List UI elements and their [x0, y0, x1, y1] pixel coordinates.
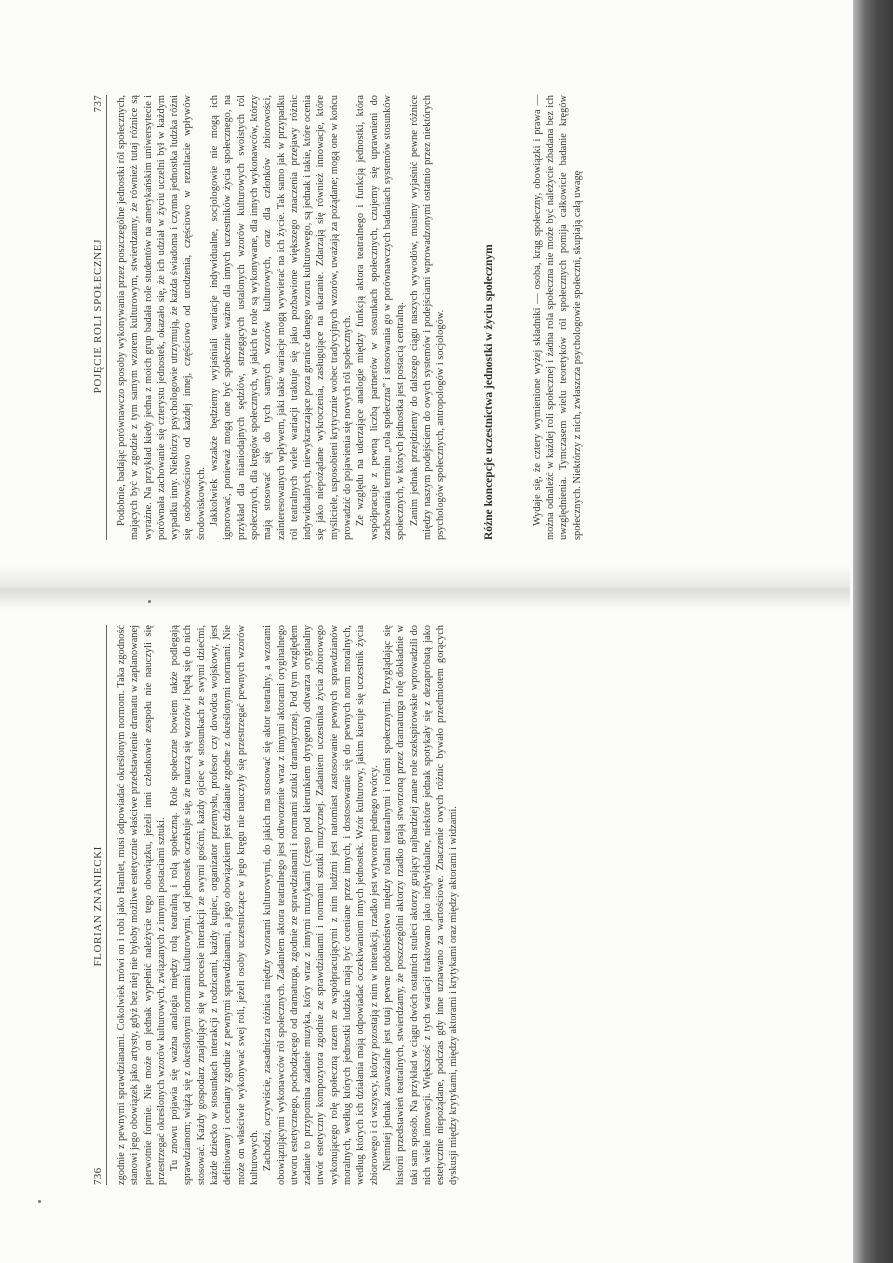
right-paragraph-3: Ze względu na uderzające analogie między funkcją aktora teatralnego i funkcją jednostki, która współpracuje z pewną liczbą partnerów w stosunkach społecznych, czujemy się uprawnieni do zachowania terminu „rola społeczna” i stosowania go w porównawczych badaniach systemów stosunków społecznych, w których jednostka jest postacią centralną. — [355, 95, 407, 540]
left-paragraph-4: Niemniej jednak zauważalne jest tutaj pewne podobieństwo między rolami teatralnymi i rolami społecznymi. Przyglądając się historii przedstawień teatralnych, stwierdzamy, że poszczególni aktorzy rzadko grają stworzoną przez dramaturga rolę dokładnie w taki sam sposób. Na przykład w ciągu dwóch ostatnich stuleci aktorzy grający najbardziej znane role szekspirowskie wprowadzili do nich wiele innowacji. Większość z tych wariacji traktowano jako indywidualne, niektóre jednak spotykały się z dezaprobatą jako estetycznie niepożądane, podczas gdy inne uznawano za wartościowe. Znaczenie owych różnic bywało przedmiotem gorących dyskusji między krytykami, między aktorami i krytykami oraz między aktorami i widzami. — [381, 625, 460, 1185]
left-paragraph-3: Zachodzi, oczywiście, zasadnicza różnica między wzorami kulturowymi, do jakich ma stosować się aktor teatralny, a wzorami obowiązującymi wykonawców ról społecznych. Zadaniem aktora teatralnego jest odtworzenie wraz z innymi aktorami oryginalnego utworu estetycznego, pochodzącego od dramaturga, zgodnie ze sprawdzianami i normami sztuki dramatycznej. Pod tym względem zadanie to przypomina zadanie muzyka, który wraz z innymi muzykami (często pod kierunkiem dyrygenta) odtwarza oryginalny utwór estetyczny kompozytora zgodnie ze sprawdzianami i normami sztuki muzycznej. Zadaniem uczestnika życia zbiorowego wykonującego rolę społeczną razem ze współpracującymi z nim ludźmi jest natomiast zastosowanie pewnych sprawdzianów moralnych, według których jednostki ludzkie mają być oceniane przez innych, i dostosowanie się do pewnych norm moralnych, według których ich działania mają odpowiadać oczekiwaniom innych jednostek. Wzór kulturowy, jakim kieruje się uczestnik życia zbiorowego i ci wszyscy, którzy pozostają z nim w interakcji, rzadko jest wytworem jednego twórcy. — [262, 625, 380, 1185]
right-running-head — [92, 95, 107, 540]
left-paragraph-1: zgodnie z pewnymi sprawdzianami. Cokolwiek mówi on i robi jako Hamlet, musi odpowiadać określonym normom. Taka zgodność stanowi jego obowiązek jako artysty, gdyż bez niej nie byłoby możliwe estetycznie właściwe przedstawienie dramatu w zaplanowanej pierwotnie formie. Nie może on jednak wypełnić należycie tego obowiązku, jeżeli inni członkowie zespołu nie nauczyli się przestrzegać określonych wzorów kulturowych, związanych z innymi postaciami sztuki. — [116, 625, 167, 1185]
section-heading: Różne koncepcje uczestnictwa jednostki w życiu społecznym — [483, 244, 496, 540]
left-body-text — [115, 625, 461, 1185]
right-section-paragraph-1: Wydaje się, że cztery wymienione wyżej składniki — osoba, krąg społeczny, obowiązki i prawa — można odnaleźć w każdej roli społecznej i żadna rola społeczna nie może być należycie zbadana bez ich uwzględnienia. Tymczasem wielu teoretyków ról społecznych pomija całkowicie badanie kręgów społecznych. Niektórzy z nich, zwłaszcza psychologowie społeczni, skupiają całą uwagę — [531, 95, 583, 540]
right-paragraph-4: Zanim jednak przejdziemy do dalszego ciągu naszych wywodów, musimy wyjaśnić pewne różnice między naszym podejściem do owych systemów i podejściami wprowadzonymi ostatnio przez niektórych psychologów społecznych, antropologów i socjologów. — [408, 95, 447, 540]
left-page-number: 736 — [92, 1167, 104, 1185]
stray-mark — [38, 1200, 41, 1203]
left-running-title: FLORIAN ZNANIECKI — [92, 846, 104, 967]
left-running-head — [92, 625, 107, 1185]
right-page — [92, 95, 852, 540]
right-paragraph-2: Jakkolwiek wszakże będziemy wyjaśniali wariacje indywidualne, socjologowie nie mogą ich ignorować, ponieważ mogą one być społecznie ważne dla innych uczestników życia społecznego, na przykład dla nianiodajnych sędziów, strzegących ustalonych wzorów kulturowych swoistych ról społecznych, dla kręgów społecznych, w jakich te role są wykonywane, dla innych wykonawców, którzy mają stosować się do tych samych wzorów kulturowych, oraz dla członków zbiorowości, zainteresowanych wpływem, jaki takie wariacje mogą wywierać na ich życie. Tak samo jak w przypadku ról teatralnych wiele wariacji traktuje się jako pozbawione większego znaczenia przejawy różnic indywidualnych, niewykraczające poza granice danego wzoru kulturowego, są jednak i takie, które ocenia się jako niepożądane wykroczenia, zasługujące na ukaranie. Zdarzają się również innowacje, które myśliciele, usposobieni krytycznie wobec tradycyjnych wzorów, uważają za pożądane; mogą one w końcu prowadzić do pojawienia się nowych ról społecznych. — [209, 95, 354, 540]
right-body-text — [115, 95, 584, 540]
left-page — [92, 625, 852, 1185]
scanner-dark-edge — [853, 0, 893, 1263]
right-page-number: 737 — [92, 95, 104, 113]
gutter-shadow — [0, 565, 850, 610]
left-paragraph-2: Tu znowu pojawia się ważna analogia między rolą teatralną i rolą społeczną. Role społeczne bowiem także podlegają sprawdzianom; wiążą się z określonymi normami kulturowymi, od jednostek oczekuje się, że nauczą się wzorów i będą się do nich stosować. Każdy gospodarz znajdujący się w procesie interakcji ze swymi gośćmi, każdy ojciec w stosunkach ze swymi dziećmi, każde dziecko w stosunkach interakcji z rodzicami, każdy kupiec, organizator przemysłu, profesor czy dowódca wojskowy, jest definiowany i oceniany zgodnie z pewnymi sprawdzianami, a jego obowiązkiem jest działanie zgodne z określonymi normami. Nie może on właściwie wykonywać swej roli, jeżeli osoby uczestniczące w jego kręgu nie nauczyły się przestrzegać pewnych wzorów kulturowych. — [169, 625, 260, 1185]
stray-mark — [148, 600, 151, 603]
right-running-title: POJĘCIE ROLI SPOŁECZNEJ — [92, 239, 104, 394]
right-paragraph-1: Podobnie, badając porównawczo sposoby wykonywania przez poszczególne jednostki ról społecznych, mających być w zgodzie z tym samym wzorem kulturowym, stwierdzamy, że również tutaj różnice są wyraźne. Na przykład kiedy jedna z moich grup badała role studentów na amerykańskim uniwersytecie i porównała zachowanie się czterystu jednostek, okazało się, że ich udział w życiu uczelni był w każdym wypadku inny. Niektórzy psychologowie utrzymują, że każda świadoma i czynna jednostka ludzka różni się osobowościowo od każdej innej, częściowo od urodzenia, częściowo w rezultacie wpływów środowiskowych. — [116, 95, 207, 540]
